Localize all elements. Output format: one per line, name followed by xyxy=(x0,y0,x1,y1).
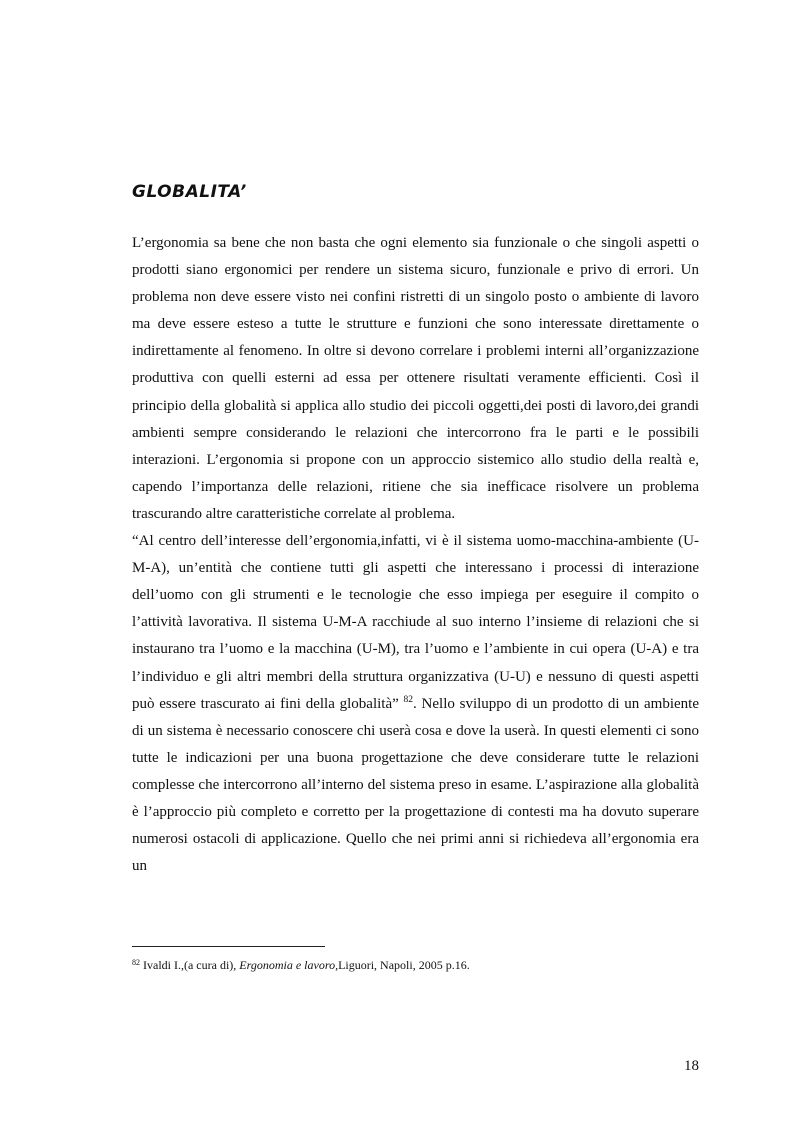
footnote-number: 82 xyxy=(132,958,140,967)
section-heading: GLOBALITA’ xyxy=(132,182,247,202)
footnote-text-before: Ivaldi I.,(a cura di), xyxy=(140,958,240,972)
footnote-separator xyxy=(132,946,325,947)
body-text xyxy=(132,230,699,880)
paragraph-1: L’ergonomia sa bene che non basta che ogni elemento sia funzionale o che singoli aspetti o prodotti siano ergonomici per rendere un sistema sicuro, funzionale e privo di errori. Un problema non deve essere visto nei confini ristretti di un singolo posto o ambiente di lavoro ma deve essere esteso a tutte le strutture e funzioni che sono interessate direttamente o indirettamente al fenomeno. In oltre si devono correlare i problemi interni all’organizzazione produttiva con quelli esterni ad essa per ottenere risultati veramente efficienti. Così il principio della globalità si applica allo studio dei piccoli oggetti,dei posti di lavoro,dei grandi ambienti sempre considerando le relazioni che intercorrono fra le parti e le possibili interazioni. L’ergonomia si propone con un approccio sistemico allo studio della realtà e, capendo l’importanza delle relazioni, ritiene che sia inefficace risolvere un problema trascurando altre caratteristiche correlate al problema. xyxy=(132,235,699,522)
paragraph-2-continuation: . Nello sviluppo di un prodotto di un ambiente di un sistema è necessario conoscere chi userà cosa e dove la userà. In questi elementi ci sono tutte le indicazioni per una buona progettazione che deve considerare tutte le relazioni complesse che intercorrono all’interno del sistema preso in esame. L’aspirazione alla globalità è l’approccio più completo e corretto per la progettazione di contesti ma ha dovuto superare numerosi ostacoli di applicazione. Quello che nei primi anni si richiedeva all’ergonomia era un xyxy=(132,695,700,875)
footnote-reference: 82 xyxy=(403,694,414,705)
footnote-title: Ergonomia e lavoro, xyxy=(239,958,339,972)
paragraph-2 xyxy=(132,528,699,880)
footnote xyxy=(132,957,470,973)
page-number: 18 xyxy=(684,1058,699,1074)
paragraph-2-quote: “Al centro dell’interesse dell’ergonomia,infatti, vi è il sistema uomo-macchina-ambiente (U-M-A), un’entità che contiene tutti gli aspetti che interessano i processi di interazione dell’uomo con gli strumenti e le tecnologie che esso impiega per eseguire il compito o l’attività lavorativa. Il sistema U-M-A racchiude al suo interno l’insieme di relazioni che si instaurano tra l’uomo e la macchina (U-M), tra l’uomo e l’ambiente in cui opera (U-A) e tra l’individuo e gli altri membri della struttura organizzativa (U-U) e nessuno di questi aspetti può essere trascurato ai fini della globalità” xyxy=(132,533,699,712)
footnote-text-after: Liguori, Napoli, 2005 p.16. xyxy=(338,958,470,972)
